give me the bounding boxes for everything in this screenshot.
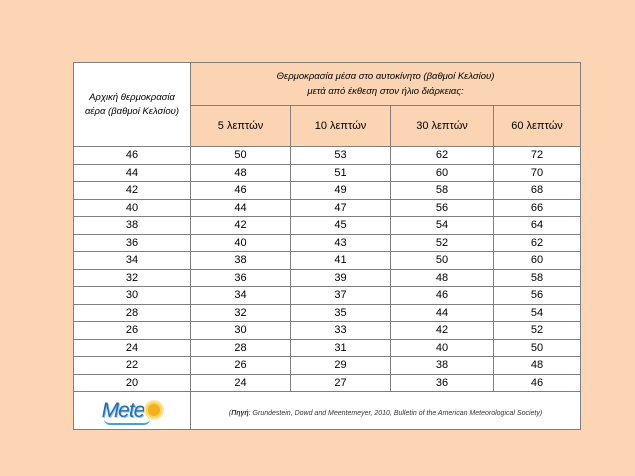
cell-5min: 28 [191, 339, 291, 357]
cell-60min: 68 [494, 182, 581, 200]
initial-air-temp-header [74, 63, 191, 147]
initial-air-temp-header-text: Αρχική θερμοκρασία αέρα (βαθμοί Κελσίου) [84, 91, 180, 117]
cell-initial: 32 [74, 269, 191, 287]
column-header-5min: 5 λεπτών [191, 106, 291, 147]
cell-initial: 40 [74, 199, 191, 217]
logo-cell [74, 392, 191, 430]
cell-30min: 44 [391, 304, 494, 322]
car-temp-header-line1: Θερμοκρασία μέσα στο αυτοκίνητο (βαθμοί Κελσίου) [276, 71, 495, 82]
cell-10min: 45 [291, 217, 391, 235]
cell-30min: 58 [391, 182, 494, 200]
table-row [74, 182, 581, 200]
table-row [74, 374, 581, 392]
cell-30min: 42 [391, 322, 494, 340]
cell-60min: 58 [494, 269, 581, 287]
cell-30min: 56 [391, 199, 494, 217]
cell-initial: 44 [74, 164, 191, 182]
logo-text: Mete [101, 398, 145, 422]
cell-initial: 36 [74, 234, 191, 252]
cell-60min: 50 [494, 339, 581, 357]
car-temp-header-line2: μετά από έκθεση στον ήλιο διάρκειας: [307, 86, 464, 97]
cell-5min: 32 [191, 304, 291, 322]
source-prefix: ( [228, 409, 232, 417]
cell-5min: 36 [191, 269, 291, 287]
cell-5min: 40 [191, 234, 291, 252]
cell-initial: 34 [74, 252, 191, 270]
cell-10min: 41 [291, 252, 391, 270]
cell-5min: 38 [191, 252, 291, 270]
cell-5min: 24 [191, 374, 291, 392]
cell-60min: 70 [494, 164, 581, 182]
cell-initial: 28 [74, 304, 191, 322]
cell-initial: 26 [74, 322, 191, 340]
cell-60min: 48 [494, 357, 581, 375]
cell-60min: 64 [494, 217, 581, 235]
cell-60min: 60 [494, 252, 581, 270]
cell-5min: 42 [191, 217, 291, 235]
column-header-60min: 60 λεπτών [494, 106, 581, 147]
cell-initial: 20 [74, 374, 191, 392]
cell-30min: 40 [391, 339, 494, 357]
cell-initial: 42 [74, 182, 191, 200]
cell-5min: 44 [191, 199, 291, 217]
cell-60min: 72 [494, 147, 581, 165]
cell-60min: 54 [494, 304, 581, 322]
cell-5min: 26 [191, 357, 291, 375]
cell-60min: 56 [494, 287, 581, 305]
column-header-10min: 10 λεπτών [291, 106, 391, 147]
car-temp-header [191, 63, 581, 106]
cell-30min: 54 [391, 217, 494, 235]
cell-5min: 30 [191, 322, 291, 340]
cell-30min: 52 [391, 234, 494, 252]
cell-30min: 60 [391, 164, 494, 182]
column-header-30min: 30 λεπτών [391, 106, 494, 147]
table-row [74, 147, 581, 165]
table-row [74, 252, 581, 270]
cell-60min: 52 [494, 322, 581, 340]
table-row [74, 217, 581, 235]
source-cell [191, 392, 581, 430]
cell-30min: 48 [391, 269, 494, 287]
cell-30min: 46 [391, 287, 494, 305]
table-row [74, 199, 581, 217]
table-row [74, 339, 581, 357]
sun-icon [146, 402, 162, 418]
table-row [74, 287, 581, 305]
source-citation [229, 410, 542, 417]
cell-10min: 35 [291, 304, 391, 322]
cell-10min: 47 [291, 199, 391, 217]
cell-30min: 50 [391, 252, 494, 270]
temperature-table [73, 62, 581, 430]
cell-initial: 30 [74, 287, 191, 305]
cell-60min: 62 [494, 234, 581, 252]
table-row [74, 322, 581, 340]
footer-row [74, 392, 581, 430]
cell-initial: 22 [74, 357, 191, 375]
cell-10min: 37 [291, 287, 391, 305]
cell-10min: 51 [291, 164, 391, 182]
table-row [74, 234, 581, 252]
cell-initial: 24 [74, 339, 191, 357]
table-row [74, 269, 581, 287]
cell-60min: 46 [494, 374, 581, 392]
meteo-logo [102, 399, 163, 423]
cell-5min: 50 [191, 147, 291, 165]
cell-5min: 48 [191, 164, 291, 182]
table-row [74, 304, 581, 322]
source-label: Πηγή [231, 409, 249, 417]
cell-30min: 38 [391, 357, 494, 375]
cell-10min: 49 [291, 182, 391, 200]
table-row [74, 164, 581, 182]
cell-5min: 34 [191, 287, 291, 305]
cell-30min: 62 [391, 147, 494, 165]
logo-swoosh [104, 419, 150, 425]
cell-10min: 33 [291, 322, 391, 340]
cell-60min: 66 [494, 199, 581, 217]
cell-initial: 46 [74, 147, 191, 165]
cell-10min: 39 [291, 269, 391, 287]
cell-10min: 43 [291, 234, 391, 252]
cell-10min: 27 [291, 374, 391, 392]
cell-5min: 46 [191, 182, 291, 200]
cell-30min: 36 [391, 374, 494, 392]
cell-initial: 38 [74, 217, 191, 235]
source-text: : Grundestein, Dowd and Meentemeyer, 2010, Bulletin of the American Meteorological Society) [248, 409, 543, 417]
cell-10min: 53 [291, 147, 391, 165]
cell-10min: 29 [291, 357, 391, 375]
cell-10min: 31 [291, 339, 391, 357]
table-row [74, 357, 581, 375]
